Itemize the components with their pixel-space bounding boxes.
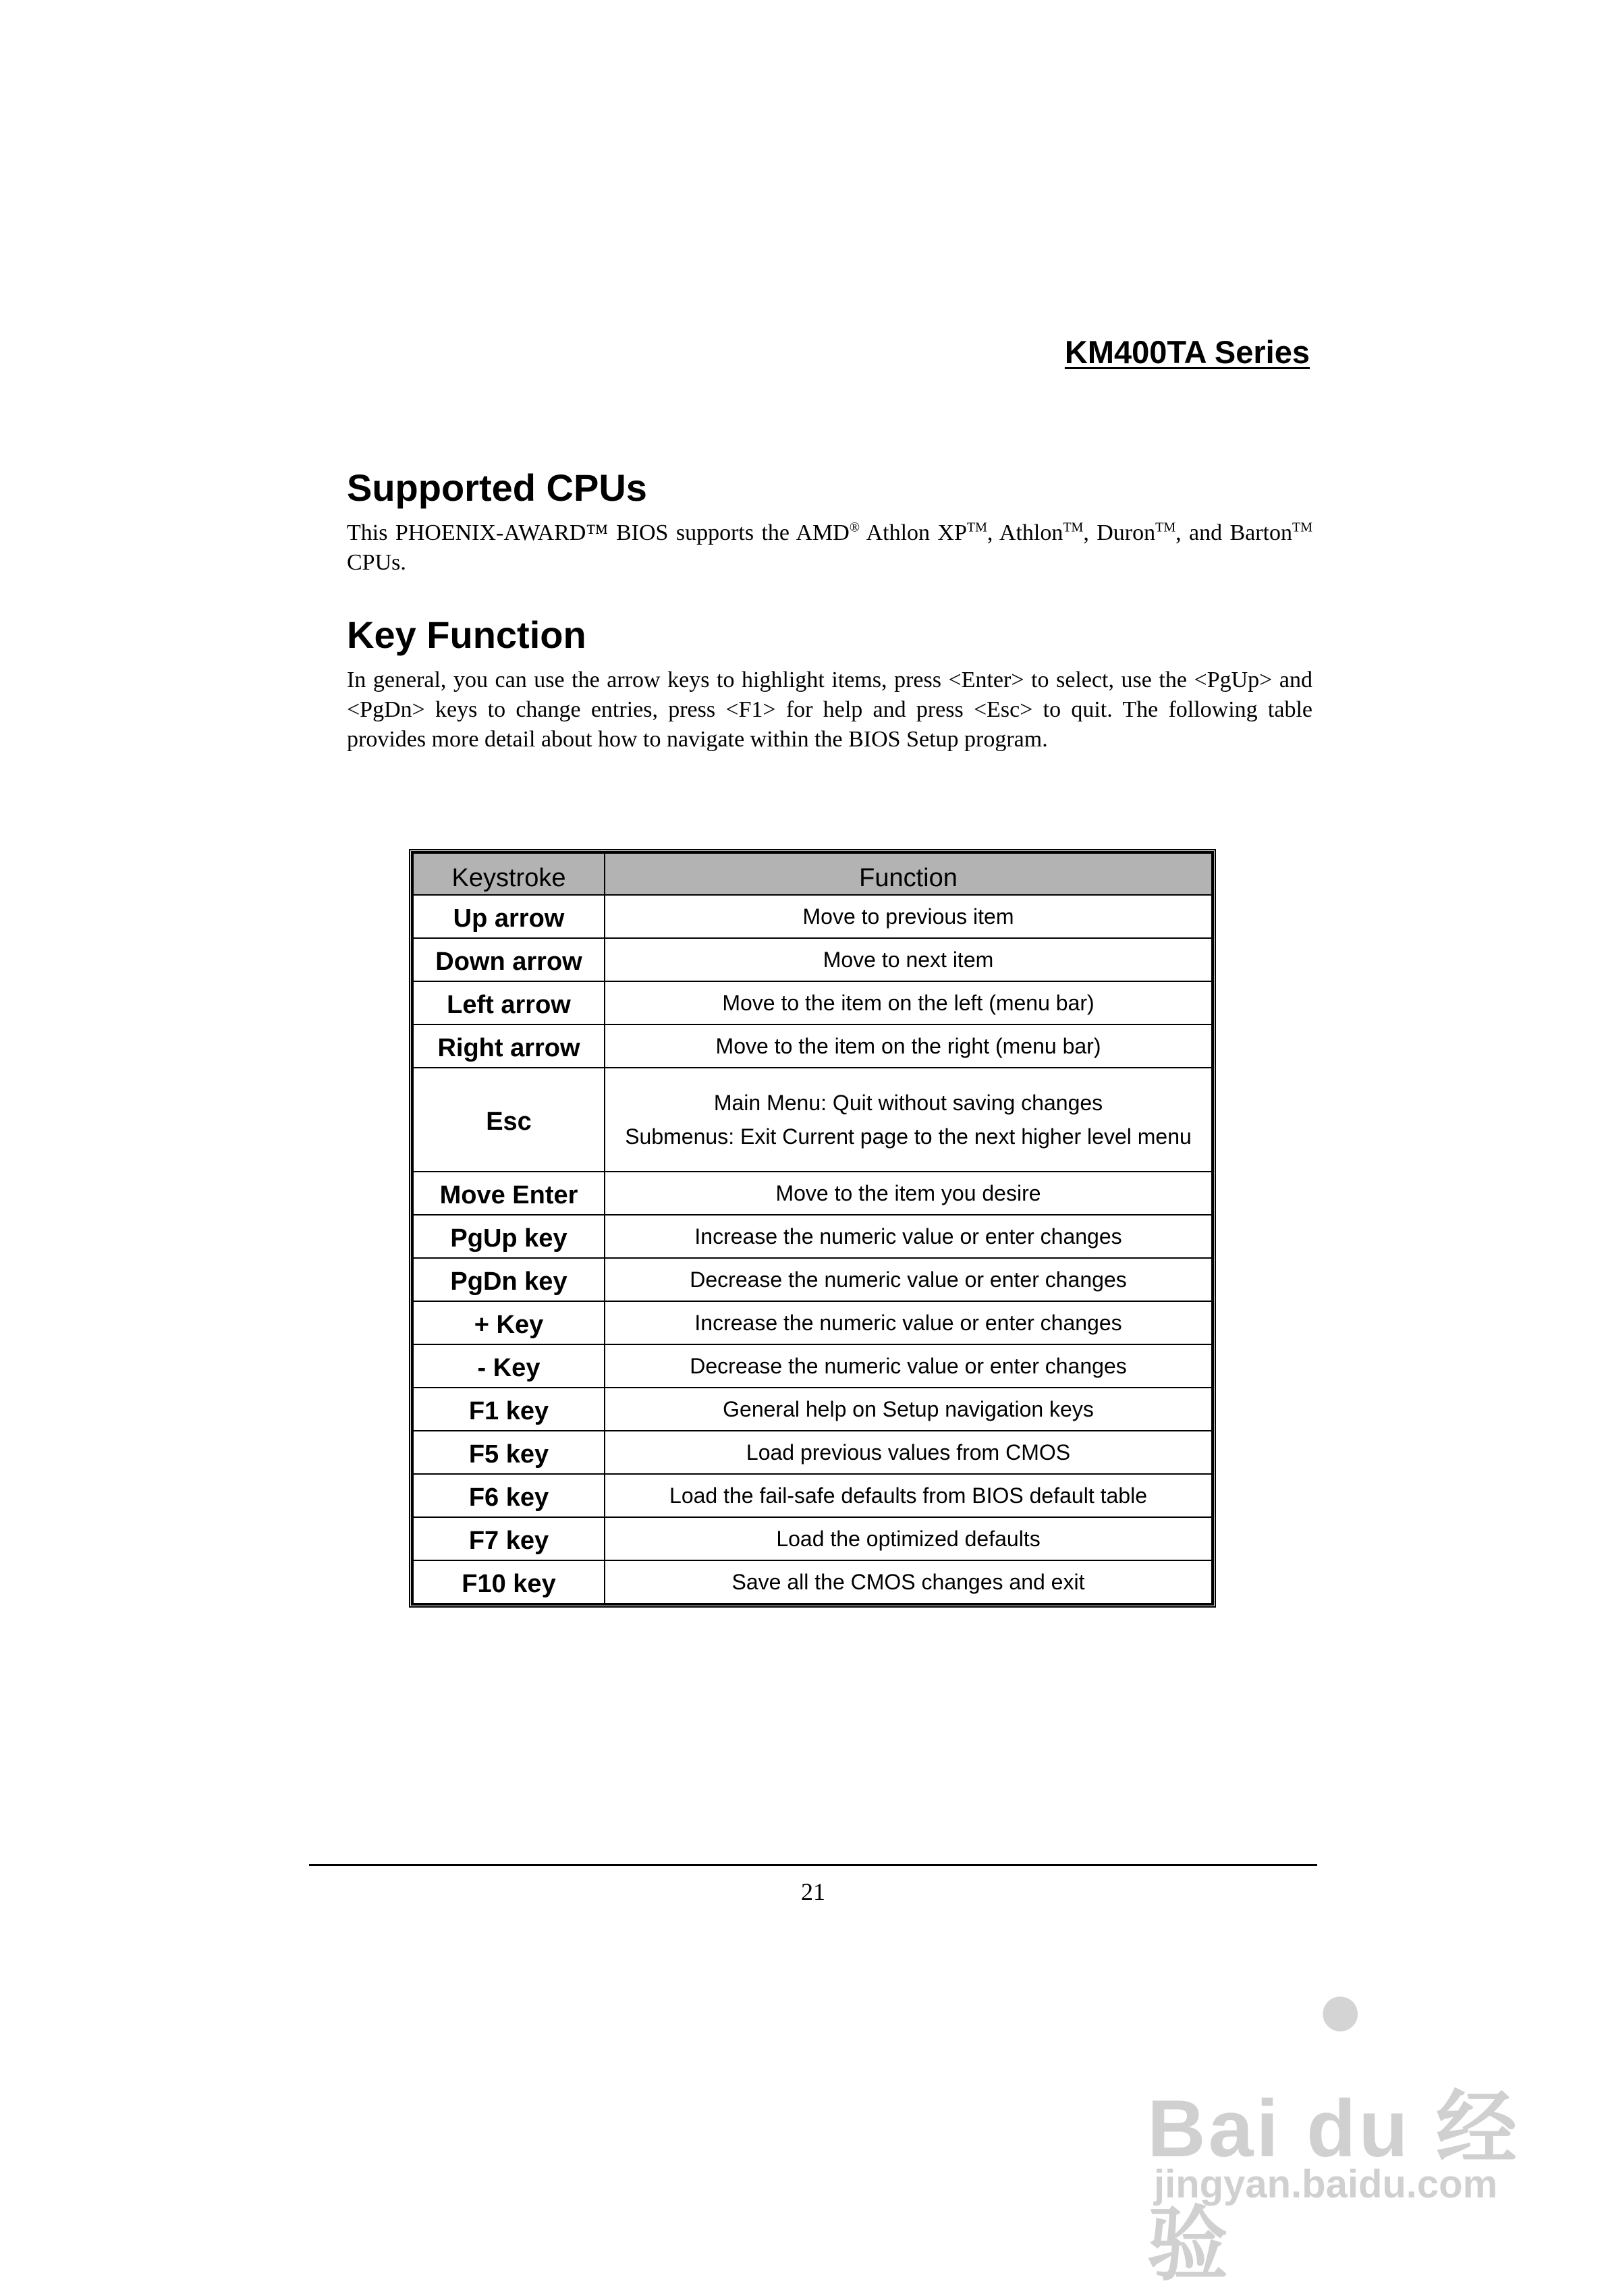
function-cell: Increase the numeric value or enter changes [605,1215,1212,1258]
table-row [413,1172,1212,1215]
table-row [413,938,1212,981]
keystroke-cell: PgDn key [413,1258,605,1301]
table-row [413,981,1212,1024]
table-row [413,1474,1212,1517]
baidu-watermark [1147,1963,1525,2290]
function-cell: Decrease the numeric value or enter changes [605,1258,1212,1301]
keystroke-cell: Move Enter [413,1172,605,1215]
series-title: KM400TA Series [1064,334,1310,370]
table-row [413,1068,1212,1172]
keystroke-cell: Esc [413,1068,605,1172]
function-cell: Move to the item on the right (menu bar) [605,1024,1212,1068]
keystroke-cell: F6 key [413,1474,605,1517]
keystroke-cell: PgUp key [413,1215,605,1258]
keystroke-cell: Down arrow [413,938,605,981]
key-function-heading: Key Function [347,613,586,656]
table-row [413,1344,1212,1388]
watermark-logo: Bai du 经验 [1147,2083,1520,2290]
keystroke-cell: Left arrow [413,981,605,1024]
table-row [413,1517,1212,1560]
paw-icon: ● [1316,1964,1365,2054]
table-row [413,1215,1212,1258]
table-row [413,1560,1212,1604]
function-line: Submenus: Exit Current page to the next higher level menu [625,1124,1192,1149]
watermark-url: jingyan.baidu.com [1154,2162,1498,2206]
header-keystroke: Keystroke [413,853,605,895]
header-function: Function [605,853,1212,895]
keystroke-cell: F5 key [413,1431,605,1474]
table-header-row [413,853,1212,895]
keystroke-cell: - Key [413,1344,605,1388]
keystroke-cell: + Key [413,1301,605,1344]
function-cell [605,1068,1212,1172]
function-cell: Load the fail-safe defaults from BIOS default table [605,1474,1212,1517]
keystroke-cell: F10 key [413,1560,605,1604]
function-cell: General help on Setup navigation keys [605,1388,1212,1431]
table-row [413,1388,1212,1431]
table-row [413,1431,1212,1474]
keystroke-cell: Right arrow [413,1024,605,1068]
supported-cpus-paragraph: This PHOENIX-AWARD™ BIOS supports the AMD® Athlon XP™, Athlon™, Duron™, and Barton™ CPUs. [347,520,1313,575]
table-row [413,1301,1212,1344]
footer-divider [309,1864,1317,1866]
function-cell: Move to next item [605,938,1212,981]
keystroke-cell: F1 key [413,1388,605,1431]
supported-cpus-heading: Supported CPUs [347,466,647,509]
function-cell: Increase the numeric value or enter changes [605,1301,1212,1344]
key-function-paragraph: In general, you can use the arrow keys to highlight items, press <Enter> to select, use the <PgUp> and <PgDn> keys to change entries, press <F1> for help and press <Esc> to quit. The following table provides more detail about how to navigate within the BIOS Setup program. [347,667,1312,752]
key-function-table [409,849,1216,1608]
function-cell: Move to previous item [605,895,1212,938]
page-number: 21 [801,1878,825,1905]
function-line: Main Menu: Quit without saving changes [713,1091,1103,1115]
function-cell: Save all the CMOS changes and exit [605,1560,1212,1604]
function-cell: Move to the item on the left (menu bar) [605,981,1212,1024]
table-row [413,1258,1212,1301]
function-cell: Load previous values from CMOS [605,1431,1212,1474]
function-cell: Decrease the numeric value or enter changes [605,1344,1212,1388]
table-row [413,1024,1212,1068]
table-row [413,895,1212,938]
function-cell: Move to the item you desire [605,1172,1212,1215]
keystroke-cell: Up arrow [413,895,605,938]
keystroke-cell: F7 key [413,1517,605,1560]
function-cell: Load the optimized defaults [605,1517,1212,1560]
